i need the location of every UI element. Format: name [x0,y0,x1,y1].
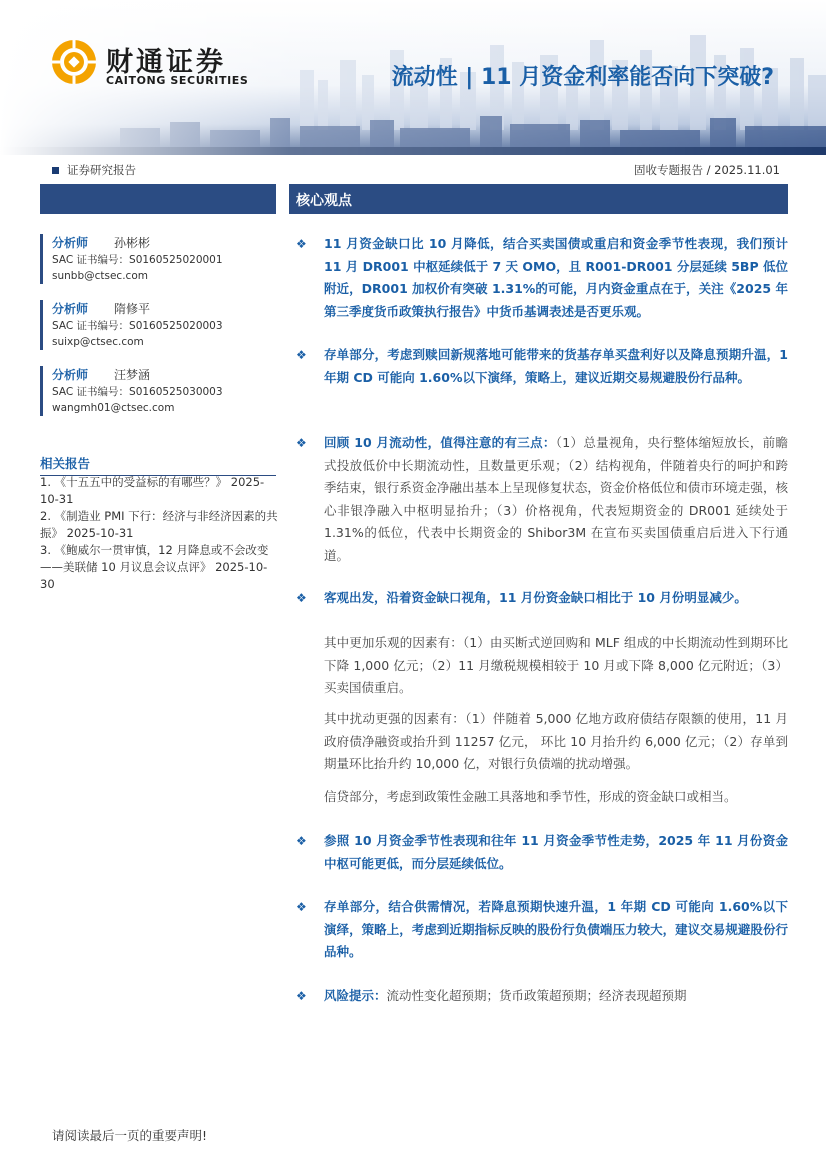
core-point [296,587,788,610]
report-category-date: 固收专题报告 / 2025.11.01 [633,163,780,177]
core-point [296,344,788,389]
logo-english-text: CAITONG SECURITIES [106,74,249,87]
analyst-email[interactable]: wangmh01@ctsec.com [52,402,175,414]
related-reports-title: 相关报告 [40,454,276,476]
footer-disclaimer: 请阅读最后一页的重要声明! [52,1128,208,1143]
detail-paragraph: 其中扰动更强的因素有：（1）伴随着 5,000 亿地方政府债结存限额的使用，11 月政府债净融资或抬升到 11257 亿元， 环比 10 月抬升约 6,000 亿元；（2）存单到期量环比抬升约 10,000 亿，对银行负债端的扰动增强。 [324,711,788,771]
diamond-bullet-icon: ❖ [296,348,307,362]
header-banner [0,0,826,155]
core-point-text: 客观出发，沿着资金缺口视角，11 月份资金缺口相比于 10 月份明显减少。 [324,590,747,605]
analyst-role: 分析师 [52,302,89,316]
core-point [296,233,788,323]
diamond-bullet-icon: ❖ [296,834,307,848]
core-point-body: （1）总量视角，央行整体缩短放长，前瞻式投放低价中长期流动性，且数量更乐观；（2）结构视角，伴随着央行的呵护和跨季结束，银行系资金净融出基本上呈现修复状态，资金价格低位和债市环境走强，核心非银净融入中枢明显抬升；（3）价格视角，代表短期资金的 DR001 延续处于 1.31%的低位，代表中长期资金的 Shibor3M 在宣布买卖国债重启后进入下行通道。 [324,435,788,563]
core-point-text: 11 月资金缺口比 10 月降低，结合买卖国债或重启和资金季节性表现，我们预计 11 月 DR001 中枢延续低于 7 天 OMO，且 R001-DR001 分层延续 5BP 低位附近，DR001 加权价有突破 1.31%的可能，月内资金重点在于，关注《2025 年第三季度货币政策执行报告》中货币基调表述是否更乐观。 [324,236,788,319]
core-point-text: 存单部分，结合供需情况，若降息预期快速升温，1 年期 CD 可能向 1.60%以下演绎，策略上，考虑到近期指标反映的股份行负债端压力较大，建议交易规避股份行品种。 [324,899,788,959]
core-views-header [289,184,788,214]
analyst-name: 隋修平 [114,302,151,316]
detail-paragraph: 其中更加乐观的因素有：（1）由买断式逆回购和 MLF 组成的中长期流动性到期环比下降 1,000 亿元；（2）11 月缴税规模相较于 10 月或下降 8,000 亿元附近；（3）买卖国债重启。 [324,635,788,695]
diamond-bullet-icon: ❖ [296,237,307,251]
square-bullet-icon [52,167,59,174]
analyst-card [40,234,276,284]
analyst-card [40,366,276,416]
analyst-card [40,300,276,350]
analyst-name: 汪梦涵 [114,368,151,382]
detail-paragraph: 信贷部分，考虑到政策性金融工具落地和季节性，形成的资金缺口或相当。 [324,789,737,804]
core-point [296,896,788,964]
report-type-label [52,162,136,178]
analyst-role: 分析师 [52,236,89,250]
diamond-bullet-icon: ❖ [296,900,307,914]
coin-logo-icon [50,38,98,86]
core-point-lead: 回顾 10 月流动性，值得注意的有三点： [324,435,556,450]
core-point [296,985,788,1008]
diamond-bullet-icon: ❖ [296,989,307,1003]
core-point-text: 存单部分，考虑到赎回新规落地可能带来的货基存单买盘利好以及降息预期升温，1 年期 CD 可能向 1.60%以下演绎，策略上，建议近期交易规避股份行品种。 [324,347,788,385]
core-point-text: 参照 10 月资金季节性表现和往年 11 月资金季节性走势，2025 年 11 月份资金中枢可能更低，而分层延续低位。 [324,833,788,871]
related-report-link[interactable]: 1. 《十五五中的受益标的有哪些？》 2025-10-31 [40,475,265,506]
related-report-link[interactable]: 3. 《鲍威尔一贯审慎，12 月降息或不会改变 ——美联储 10 月议息会议点评》 2025-10-30 [40,543,269,591]
diamond-bullet-icon: ❖ [296,591,307,605]
logo-chinese-text: 财通证券 [106,47,226,78]
analyst-name: 孙彬彬 [114,236,151,250]
diamond-bullet-icon: ❖ [296,436,307,450]
analyst-sac: SAC 证书编号：S0160525030003 [52,386,223,398]
analyst-email[interactable]: sunbb@ctsec.com [52,270,148,282]
analyst-sac: SAC 证书编号：S0160525020001 [52,254,223,266]
report-title: 流动性 | 11 月资金利率能否向下突破? [391,65,774,90]
related-reports-list [40,474,278,593]
risk-warning-text: 流动性变化超预期；货币政策超预期；经济表现超预期 [386,988,687,1003]
company-logo [50,38,250,92]
report-type-text: 证券研究报告 [67,163,136,177]
analyst-sac: SAC 证书编号：S0160525020003 [52,320,223,332]
analyst-role: 分析师 [52,368,89,382]
analyst-email[interactable]: suixp@ctsec.com [52,336,144,348]
related-report-link[interactable]: 2. 《制造业 PMI 下行：经济与非经济因素的共振》 2025-10-31 [40,509,278,540]
core-point [296,432,788,567]
core-point [296,830,788,875]
risk-warning-label: 风险提示： [324,988,387,1003]
core-views-title: 核心观点 [296,193,352,209]
sidebar-header-bar [40,184,276,214]
